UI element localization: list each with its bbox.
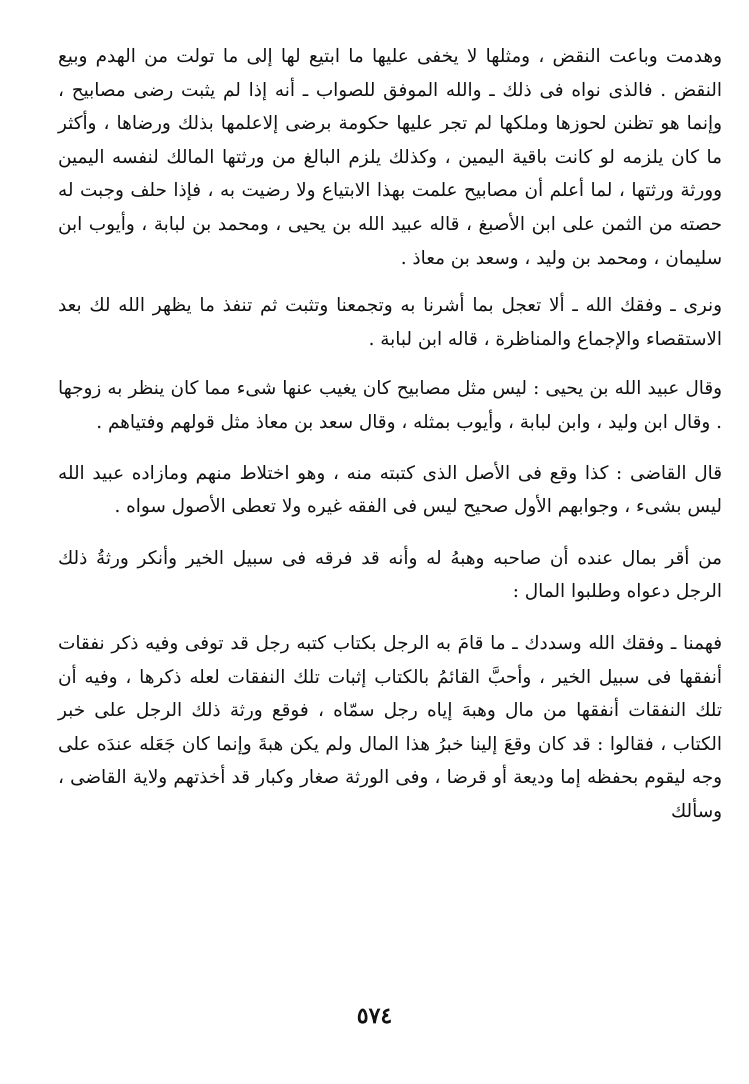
paragraph-4: قال القاضى : كذا وقع فى الأصل الذى كتبته منه ، وهو اختلاط منهم ومازاده عبيد الله ليس بشىء ، وجوابهم الأول صحيح ليس فى الفقه غيره ولا تعطى الأصول سواه . xyxy=(58,462,722,518)
paragraph-3: وقال عبيد الله بن يحيى : ليس مثل مصابيح كان يغيب عنها شىء مما كان ينظر به زوجها . وقال ابن وليد ، وابن لبابة ، وأيوب بمثله ، وقال سعد بن معاذ مثل قولهم وفتياهم . xyxy=(58,378,722,433)
page-body-text xyxy=(58,40,722,828)
paragraph-2: ونرى ـ وفقك الله ـ ألا تعجل بما أشرنا به وتجمعنا وتثبت ثم تنفذ ما يظهر الله لك بعد الاستقصاء والإجماع والمناظرة ، قاله ابن لبابة . xyxy=(58,295,722,350)
section-heading-paragraph: من أقر بمال عنده أن صاحبه وهبهُ له وأنه قد فرقه فى سبيل الخير وأنكر ورثةُ ذلك الرجل دعواه وطلبوا المال : xyxy=(58,547,722,603)
paragraph-6: فهمنا ـ وفقك الله وسددك ـ ما قامَ به الرجل بكتاب كتبه رجل قد توفى وفيه ذكر نفقات أنفقها فى سبيل الخير ، وأحبَّ القائمُ بالكتاب إثبات تلك النفقات لعله ذكرها ، وفيه أن تلك النفقات أنفقها من مال وهبهَ إياه رجل سمّاه ، فوقع ورثة ذلك الرجل على خبر الكتاب ، فقالوا : قد كان وقعَ إلينا خبرُ هذا المال ولم يكن هبةَ وإنما كان جَعَله عندَه على وجه ليقوم بحفظه إما وديعة أو قرضا ، وفى الورثة صغار وكبار قد أخذتهم ولاية القاضى ، وسألك xyxy=(58,632,722,822)
page-number: ٥٧٤ xyxy=(356,1003,393,1029)
paragraph-1: وهدمت وباعت النقض ، ومثلها لا يخفى عليها ما ابتيع لها إلى ما تولت من الهدم وبيع النقض . فالذى نواه فى ذلك ـ والله الموفق للصواب ـ أنه إذا لم يثبت رضى مصابيح ، وإنما هو تظنن لحوزها وملكها لم تجر عليها حكومة برضى إلاعلمها بذلك ورضاها ، وأكثر ما كان يلزمه لو كانت باقية اليمين ، وكذلك يلزم البالغ من ورثتها المالك لنفسه اليمين وورثة ورثتها ، لما أعلم أن مصابيح علمت بهذا الابتياع ولا رضيت به ، فإذا حلف وجبت له حصته من الثمن على ابن الأصبغ ، قاله عبيد الله بن يحيى ، ومحمد بن لبابة ، وأيوب ابن سليمان ، ومحمد بن وليد ، وسعد بن معاذ . xyxy=(58,46,722,269)
